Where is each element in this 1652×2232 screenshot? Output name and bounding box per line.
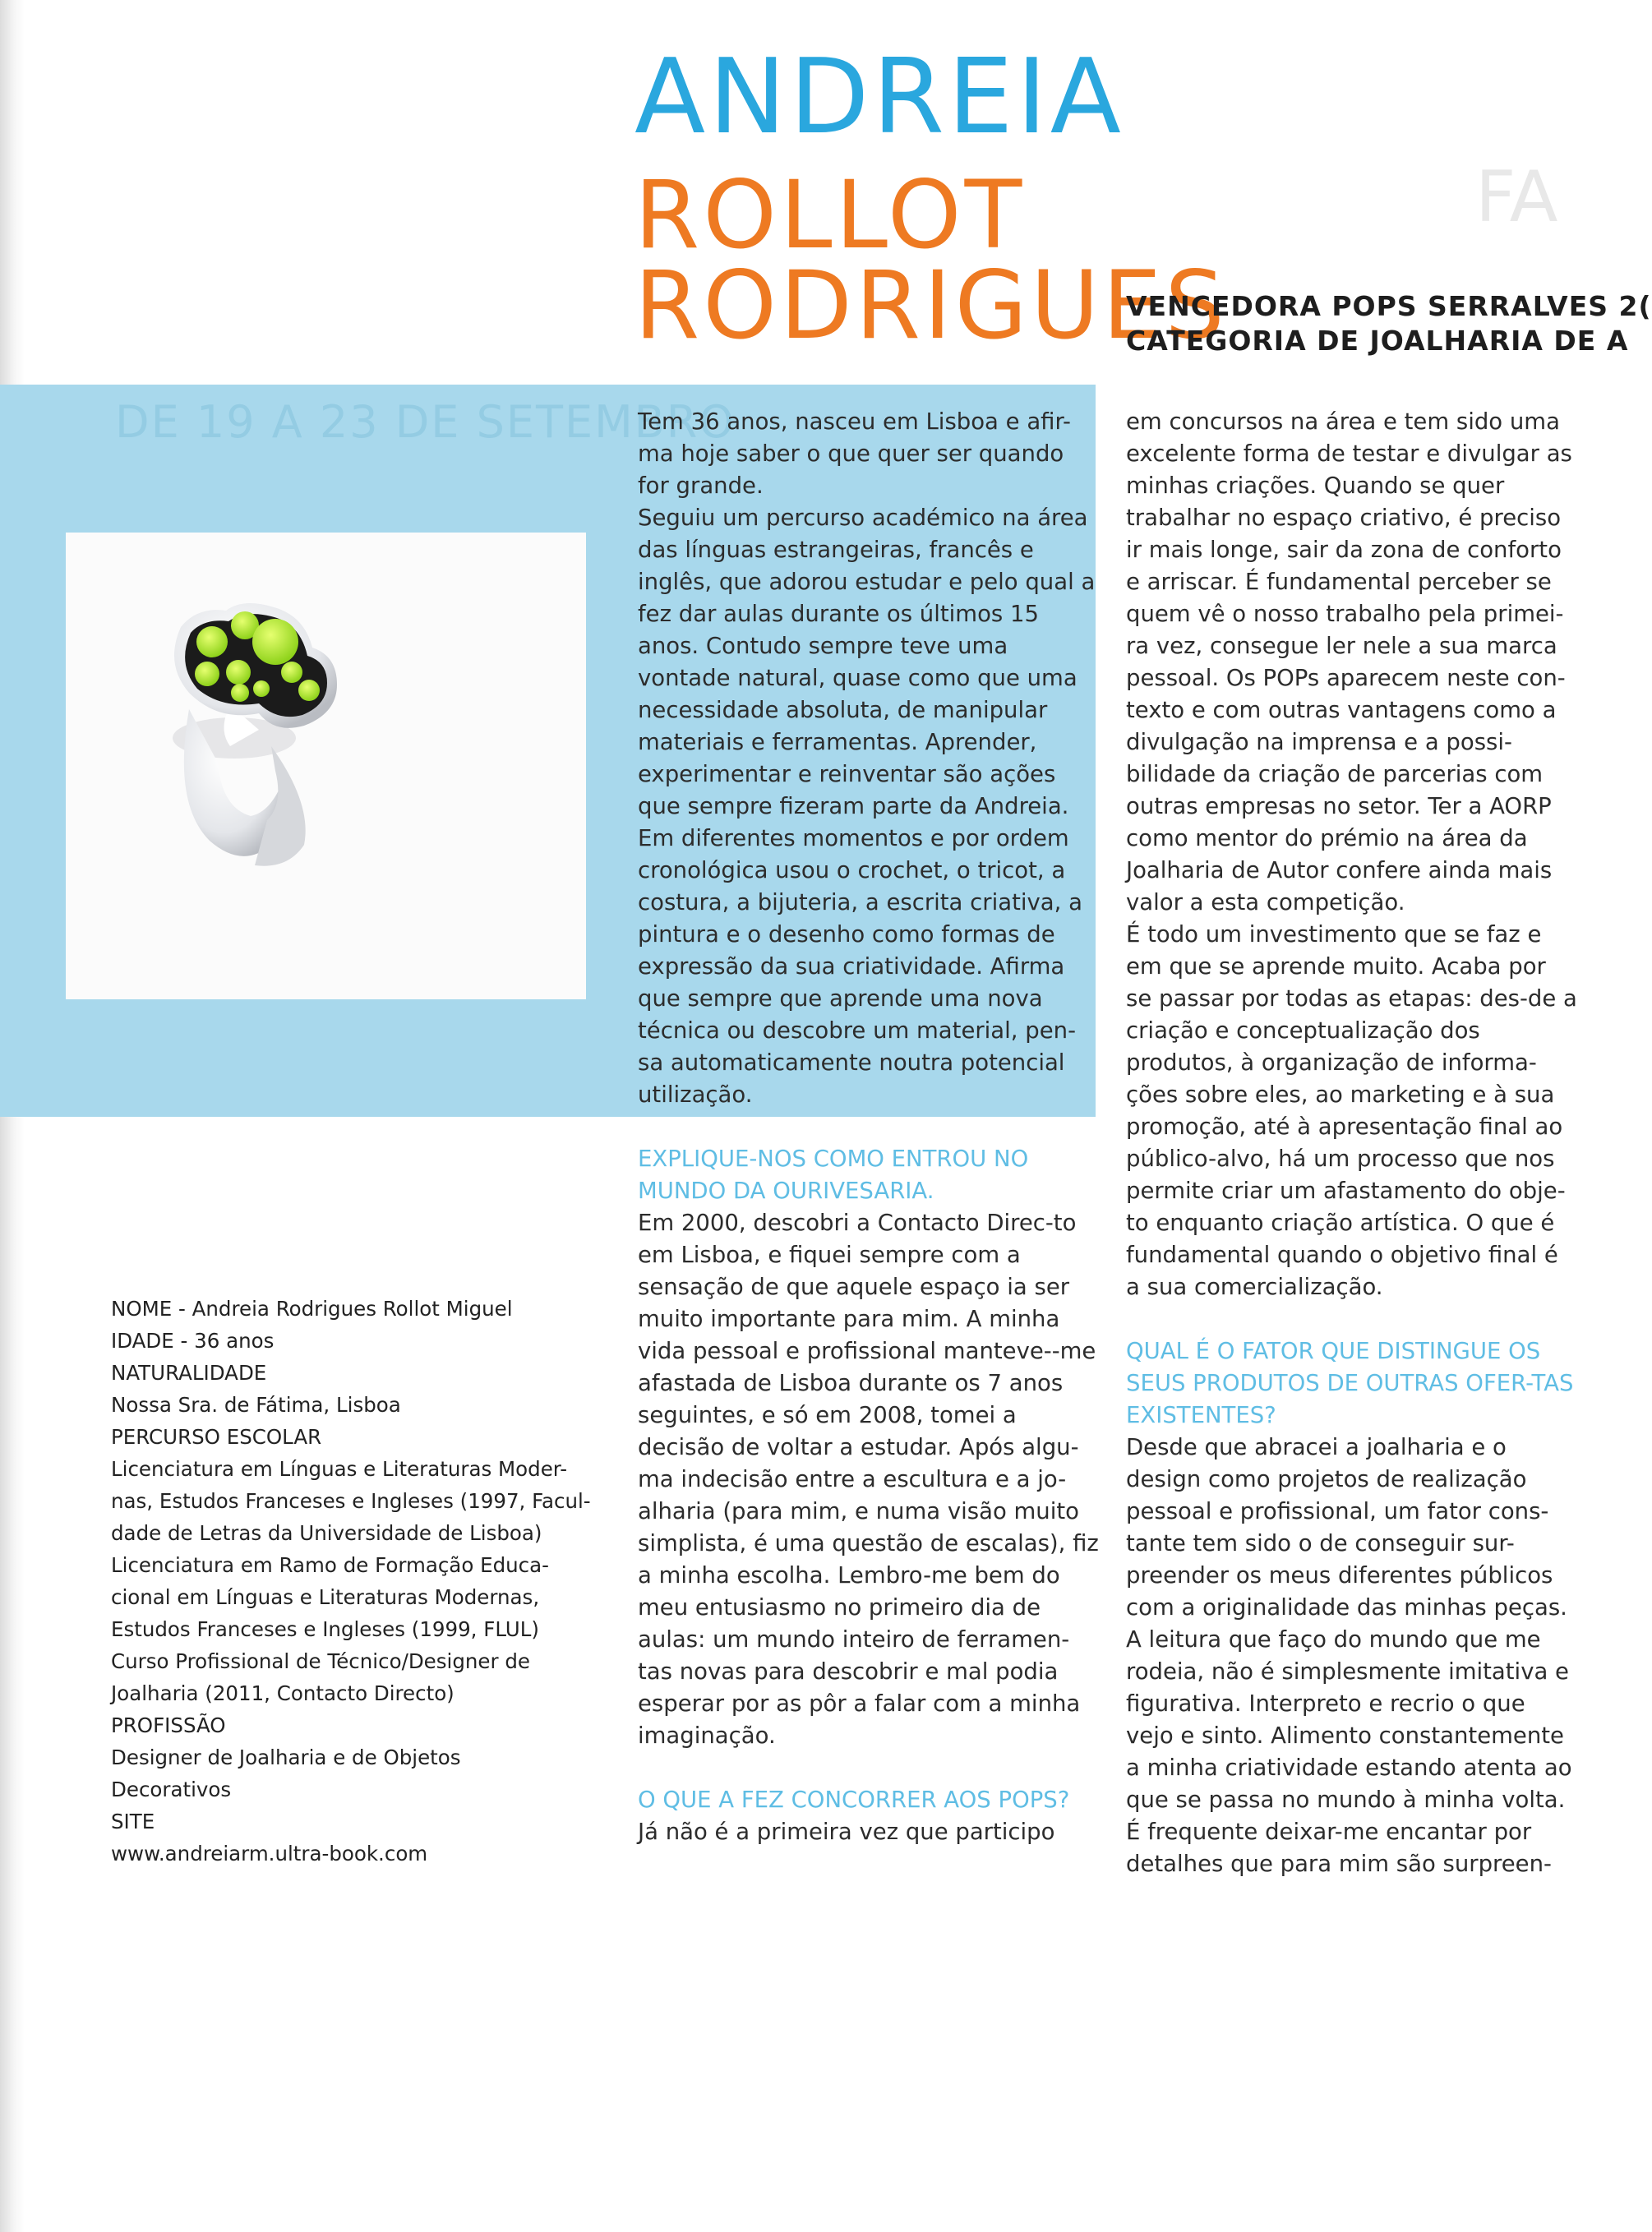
intro-paragraph: Tem 36 anos, nasceu em Lisboa e afir-ma hoje saber o que quer ser quando for grande.	[638, 408, 1071, 499]
info-line: cional em Línguas e Literaturas Modernas,	[111, 1585, 540, 1609]
answer-paragraph-2-continued: em concursos na área e tem sido uma excelente forma de testar e divulgar as minhas criações. Quando se quer trabalhar no espaço criativo, é preciso ir mais longe, sair da zona de conforto e arriscar. É fundamental perceber se quem vê o nosso trabalho pela primei-ra vez, consegue ler nele a sua marca pessoal. Os POPs aparecem neste con-texto e com outras vantagens como a divulgação na imprensa e a possi-bilidade da criação de parcerias com outras empresas no setor. Ter a AORP como mentor do prémio na área da Joalharia de Autor confere ainda mais valor a esta competição.	[1126, 408, 1572, 915]
info-line: Licenciatura em Línguas e Literaturas Moder-	[111, 1457, 568, 1481]
title-last-name: RODRIGUES	[634, 251, 1228, 360]
subtitle-line-1: VENCEDORA POPS SERRALVES 2(	[1126, 290, 1652, 322]
question-heading-1: EXPLIQUE-NOS COMO ENTROU NO MUNDO DA OURIVESARIA.	[638, 1146, 1029, 1204]
title-first-name: ANDREIA	[634, 36, 1124, 157]
info-line: PERCURSO ESCOLAR	[111, 1425, 322, 1449]
subtitle	[1126, 289, 1652, 358]
background-show-through-text: DE 19 A 23 DE SETEMBRO	[115, 396, 736, 448]
question-heading-3: QUAL É O FATOR QUE DISTINGUE OS SEUS PRODUTOS DE OUTRAS OFER-TAS EXISTENTES?	[1126, 1338, 1574, 1428]
ring-illustration	[66, 533, 586, 999]
biography-paragraph: Seguiu um percurso académico na área das línguas estrangeiras, francês e inglês, que adorou estudar e pelo qual a fez dar aulas durante os últimos 15 anos. Contudo sempre teve uma vontade natural, quase como que uma necessidade absoluta, de manipular materiais e ferramentas. Aprender, experimentar e reinventar são ações que sempre fizeram parte da Andreia. Em diferentes momentos e por ordem cronológica usou o crochet, o tricot, a costura, a bijuteria, a escrita criativa, a pintura e o desenho como formas de expressão da sua criatividade. Afirma que sempre que aprende uma nova técnica ou descobre um material, pen-sa automaticamente noutra potencial utilização.	[638, 505, 1096, 1108]
info-line: Designer de Joalharia e de Objetos	[111, 1745, 461, 1769]
info-line: Nossa Sra. de Fátima, Lisboa	[111, 1393, 401, 1417]
profile-info-box	[111, 1293, 591, 1870]
website-link[interactable]: www.andreiarm.ultra-book.com	[111, 1842, 428, 1865]
article-column-1	[638, 406, 1100, 1848]
info-line: SITE	[111, 1810, 155, 1833]
answer-paragraph-3: Desde que abracei a joalharia e o design como projetos de realização pessoal e profissional, um fator cons-tante tem sido o de conseguir sur-preender os meus diferentes públicos com a originalidade das minhas peças. A leitura que faço do mundo que me rodeia, não é simplesmente imitativa e figurativa. Interpreto e recrio o que vejo e sinto. Alimento constantemente a minha criatividade estando atenta ao que se passa no mundo à minha volta. É frequente deixar-me encantar por detalhes que para mim são surpreen-	[1126, 1434, 1572, 1877]
info-line: Estudos Franceses e Ingleses (1999, FLUL)	[111, 1617, 539, 1641]
ring-photo	[66, 533, 586, 999]
answer-paragraph-1: Em 2000, descobri a Contacto Direc-to em Lisboa, e fiquei sempre com a sensação de que aquele espaço ia ser muito importante para mim. A minha vida pessoal e profissional manteve--me afastada de Lisboa durante os 7 anos seguintes, e só em 2008, tomei a decisão de voltar a estudar. Após algu-ma indecisão entre a escultura e a jo-alharia (para mim, e numa visão muito simplista, é uma questão de escalas), fiz a minha escolha. Lembro-me bem do meu entusiasmo no primeiro dia de aulas: um mundo inteiro de ferramen-tas novas para descobrir e mal podia esperar por as pôr a falar com a minha imaginação.	[638, 1210, 1099, 1749]
background-show-through-text-right: FA	[1475, 156, 1558, 238]
info-line: Curso Profissional de Técnico/Designer de	[111, 1649, 530, 1673]
info-line: Licenciatura em Ramo de Formação Educa-	[111, 1553, 549, 1577]
subtitle-line-2: CATEGORIA DE JOALHARIA DE A	[1126, 325, 1629, 357]
info-line: NATURALIDADE	[111, 1361, 267, 1385]
info-line: PROFISSÃO	[111, 1713, 226, 1737]
info-line: Decorativos	[111, 1778, 232, 1801]
info-line: nas, Estudos Franceses e Ingleses (1997, Facul-	[111, 1489, 591, 1513]
title-middle-name: ROLLOT	[634, 160, 1026, 270]
answer-paragraph-2-start: Já não é a primeira vez que participo	[638, 1819, 1055, 1845]
info-line: IDADE - 36 anos	[111, 1329, 275, 1353]
info-line: dade de Letras da Universidade de Lisboa)	[111, 1521, 542, 1545]
answer-paragraph-2-second: É todo um investimento que se faz e em que se aprende muito. Acaba por se passar por todas as etapas: des-de a criação e conceptualização dos produtos, à organização de informa-ções sobre eles, ao marketing e à sua promoção, até à apresentação final ao público-alvo, há um processo que nos permite criar um afastamento do obje-to enquanto criação artística. O que é fundamental quando o objetivo final é a sua comercialização.	[1126, 921, 1577, 1300]
question-heading-2: O QUE A FEZ CONCORRER AOS POPS?	[638, 1787, 1070, 1813]
info-line: NOME - Andreia Rodrigues Rollot Miguel	[111, 1297, 513, 1321]
info-line: Joalharia (2011, Contacto Directo)	[111, 1681, 455, 1705]
article-column-2	[1126, 406, 1578, 1880]
